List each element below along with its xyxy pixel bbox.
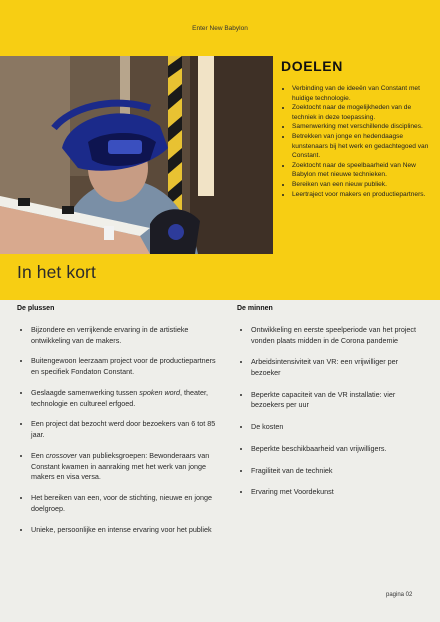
goal-item: • Zoektocht naar de mogelijkheden van de techniek in deze toepassing. xyxy=(292,103,437,122)
plus-item-text: Bijzondere en verrijkende ervaring in de artistieke ontwikkeling van de makers. xyxy=(31,325,189,345)
vr-photo xyxy=(0,56,273,254)
minus-item: • Ontwikkeling en eerste speelperiode van het project vonden plaats midden in de Corona pandemie xyxy=(251,325,427,346)
minus-item: • De kosten xyxy=(251,422,427,433)
minus-item: • Ervaring met Voordekunst xyxy=(251,487,427,498)
page-number: pagina 02 xyxy=(386,592,413,598)
plus-item-text: Het bereiken van een, voor de stichting, nieuwe en jonge doelgroep. xyxy=(31,493,213,513)
plus-item xyxy=(31,493,217,514)
minuses-list xyxy=(237,325,427,498)
plus-item xyxy=(31,356,217,377)
goal-item: • Betrekken van jonge en hedendaagse kunstenaars bij het werk en gedachtegoed van Constant. xyxy=(292,132,437,161)
minus-item: • Beperkte capaciteit van de VR installatie: vier bezoekers per uur xyxy=(251,390,427,411)
plus-item xyxy=(31,325,217,346)
summary-heading: In het kort xyxy=(17,262,96,282)
plus-item-text: Geslaagde samenwerking tussen xyxy=(31,387,140,397)
project-title: Enter New Babylon xyxy=(192,25,248,32)
plus-item-text: , theater, technologie en cultureel erfgoed. xyxy=(31,387,209,408)
plus-item-text: Een xyxy=(31,450,46,460)
goal-item: • Leertraject voor makers en productiepartners. xyxy=(292,190,437,200)
goal-item: • Verbinding van de ideeën van Constant met huidige technologie. xyxy=(292,84,437,103)
plus-item xyxy=(31,525,217,536)
plus-item-text: Buitengewoon leerzaam project voor de productiepartners en specifiek Fondaton Constant. xyxy=(31,356,216,377)
minuses-heading: De minnen xyxy=(237,305,273,312)
minus-item: • Beperkte beschikbaarheid van vrijwilligers. xyxy=(251,444,427,455)
minus-item: • Arbeidsintensiviteit van VR: een vrijwilliger per bezoeker xyxy=(251,357,427,378)
pluses-column xyxy=(17,305,217,545)
goal-item: • Bereiken van een nieuw publiek. xyxy=(292,180,437,190)
pluses-heading: De plussen xyxy=(17,305,55,312)
plus-item-emphasis: crossover xyxy=(45,450,77,460)
goals-heading: DOELEN xyxy=(281,58,343,74)
goals-list xyxy=(279,84,437,199)
plus-item xyxy=(31,451,217,483)
plus-item-emphasis: spoken word xyxy=(139,387,181,397)
plus-item xyxy=(31,388,217,409)
plus-item-text: van publieksgroepen: Bewonderaars van Constant kwamen in aanraking met het werk van jonge makers en visa versa. xyxy=(31,450,210,482)
goal-item: • Samenwerking met verschillende disciplines. xyxy=(292,122,437,132)
minus-item: • Fragiliteit van de techniek xyxy=(251,466,427,477)
plus-item xyxy=(31,419,217,440)
pluses-list xyxy=(17,325,217,535)
plus-item-text: Unieke, persoonlijke en intense ervaring voor het publiek xyxy=(31,524,212,534)
goal-item: • Zoektocht naar de speelbaarheid van New Babylon met nieuwe technieken. xyxy=(292,161,437,180)
goals-panel xyxy=(279,56,437,199)
minuses-column xyxy=(237,305,427,509)
plus-item-text: Een project dat bezocht werd door bezoekers van 6 tot 85 jaar. xyxy=(31,419,216,440)
